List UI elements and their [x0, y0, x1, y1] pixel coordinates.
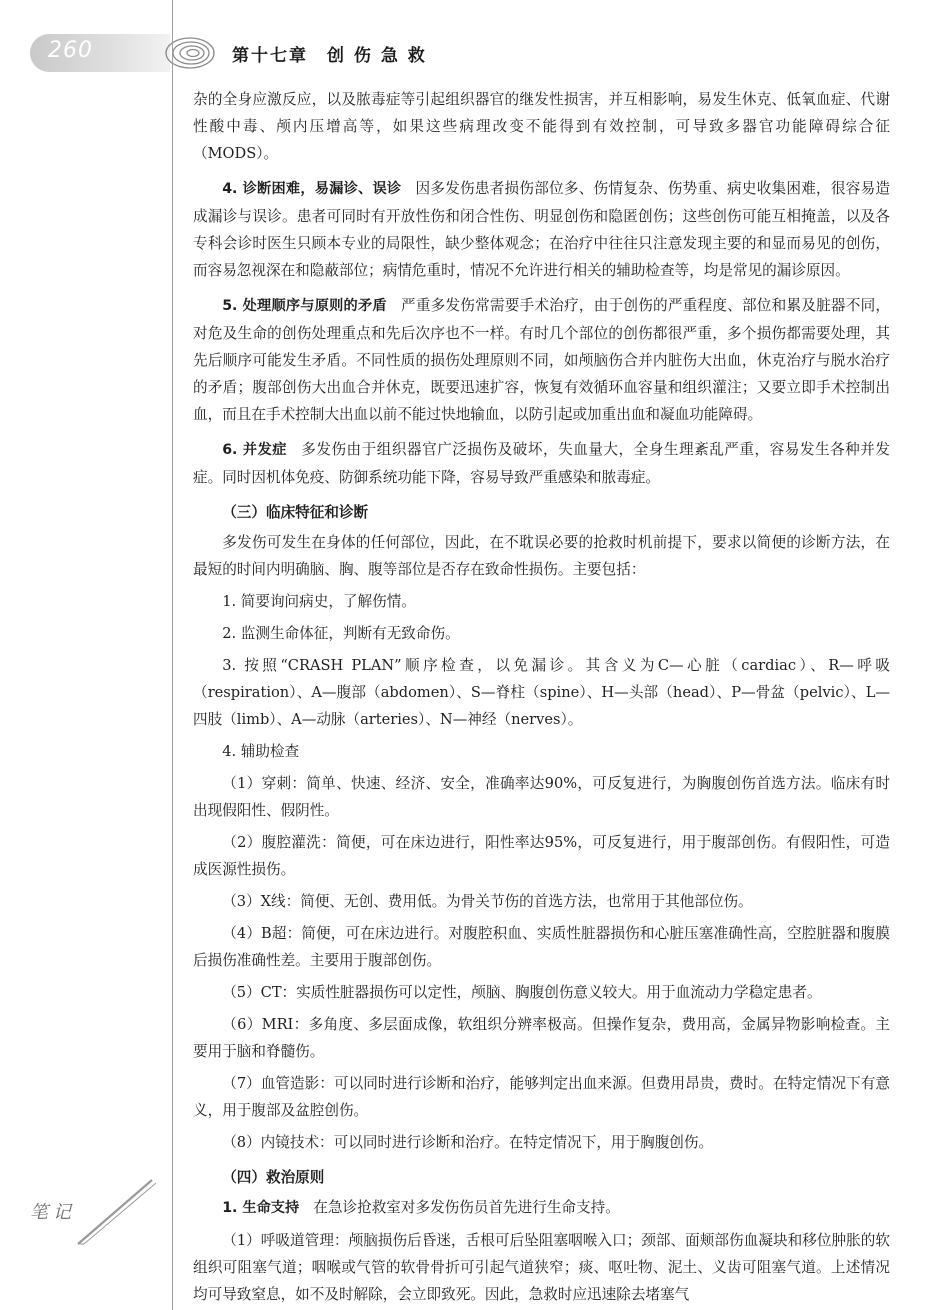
paragraph-text: 因多发伤患者损伤部位多、伤情复杂、伤势重、病史收集困难，很容易造成漏诊与误诊。患者可同时有开放性伤和闭合性伤、明显创伤和隐匿创伤；这些创伤可能互相掩盖，以及各专科会诊时医生只顾本专业的局限性，缺少整体观念；在治疗中往往只注意发现主要的和显而易见的创伤，而容易忽视深在和隐蔽部位；病情危重时，情况不允许进行相关的辅助检查等，均是常见的漏诊原因。 [193, 180, 890, 279]
paragraph-airway: （1）呼吸道管理：颅脑损伤后昏迷，舌根可后坠阻塞咽喉入口；颈部、面颊部伤血凝块和移位肿胀的软组织可阻塞气道；咽喉或气管的软骨骨折可引起气道狭窄；痰、呕吐物、泥土、义齿可阻塞气道。上述情况均可导致窒息，如不及时解除，会立即致死。因此，急救时应迅速除去堵塞气 [193, 1232, 890, 1303]
aux-exam-item: （3）X线：简便、无创、费用低。为骨关节伤的首选方法，也常用于其他部位伤。 [222, 893, 753, 910]
inline-heading-complications: 6. 并发症 [222, 442, 288, 458]
aux-exam-item: （8）内镜技术：可以同时进行诊断和治疗。在特定情况下，用于胸腹创伤。 [222, 1134, 714, 1151]
aux-exam-item: （6）MRI：多角度、多层面成像，软组织分辨率极高。但操作复杂，费用高，金属异物影响检查。主要用于脑和脊髓伤。 [193, 1016, 890, 1060]
list-item: 2. 监测生命体征，判断有无致命伤。 [222, 625, 460, 642]
inline-heading-diagnosis: 4. 诊断困难，易漏诊、误诊 [222, 181, 402, 197]
page-number: 260 [48, 38, 93, 63]
list-item: 1. 简要询问病史，了解伤情。 [222, 593, 416, 610]
paragraph-clinical-intro: 多发伤可发生在身体的任何部位，因此，在不耽误必要的抢救时机前提下，要求以简便的诊断方法，在最短的时间内明确脑、胸、腹等部位是否存在致命性损伤。主要包括： [193, 534, 890, 578]
margin-rule [172, 0, 173, 1310]
paragraph-intro-continuation: 杂的全身应激反应，以及脓毒症等引起组织器官的继发性损害，并互相影响，易发生休克、低氧血症、代谢性酸中毒、颅内压增高等，如果这些病理改变不能得到有效控制，可导致多器官功能障碍综合征（MODS）。 [193, 91, 890, 162]
aux-exam-item: （4）B超：简便，可在床边进行。对腹腔积血、实质性脏器损伤和心脏压塞准确性高，空腔脏器和腹膜后损伤准确性差。主要用于腹部创伤。 [193, 925, 890, 969]
section-heading-clinical: （三）临床特征和诊断 [222, 504, 369, 521]
paragraph-treatment-conflict [193, 292, 890, 428]
aux-exam-item: （2）腹腔灌洗：简便，可在床边进行，阳性率达95%，可反复进行，用于腹部创伤。有假阳性，可造成医源性损伤。 [193, 834, 890, 878]
pencil-icon [60, 1170, 160, 1250]
list-item: 4. 辅助检查 [222, 743, 300, 760]
section-heading-treatment: （四）救治原则 [222, 1169, 325, 1186]
swirl-icon [160, 30, 218, 76]
inline-heading-treatment: 5. 处理顺序与原则的矛盾 [222, 298, 387, 314]
inline-heading-life-support: 1. 生命支持 [222, 1200, 300, 1216]
aux-exam-item: （7）血管造影：可以同时进行诊断和治疗，能够判定出血来源。但费用昂贵，费时。在特定情况下有意义，用于腹部及盆腔创伤。 [193, 1075, 890, 1119]
paragraph-life-support [193, 1194, 890, 1222]
notes-label: 笔记 [30, 1202, 76, 1223]
paragraph-text: 多发伤由于组织器官广泛损伤及破坏，失血量大，全身生理紊乱严重，容易发生各种并发症。同时因机体免疫、防御系统功能下降，容易导致严重感染和脓毒症。 [193, 441, 891, 486]
paragraph-diagnosis-difficulty [193, 175, 890, 284]
aux-exam-item: （5）CT：实质性脏器损伤可以定性，颅脑、胸腹创伤意义较大。用于血流动力学稳定患者。 [222, 984, 822, 1001]
body-text [193, 86, 890, 1308]
paragraph-text: 在急诊抢救室对多发伤伤员首先进行生命支持。 [313, 1199, 620, 1216]
paragraph-complications [193, 436, 890, 491]
aux-exam-item: （1）穿刺：简单、快速、经济、安全，准确率达90%，可反复进行，为胸腹创伤首选方法。临床有时出现假阳性、假阴性。 [193, 775, 890, 819]
paragraph-text: 严重多发伤常需要手术治疗，由于创伤的严重程度、部位和累及脏器不同，对危及生命的创伤处理重点和先后次序也不一样。有时几个部位的创伤都很严重，多个损伤都需要处理，其先后顺序可能发生矛盾。不同性质的损伤处理原则不同，如颅脑伤合并内脏伤大出血，休克治疗与脱水治疗的矛盾；腹部创伤大出血合并休克，既要迅速扩容，恢复有效循环血容量和组织灌注；又要立即手术控制出血，而且在手术控制大出血以前不能过快地输血，以防引起或加重出血和凝血功能障碍。 [193, 297, 890, 423]
chapter-title: 第十七章 创 伤 急 救 [232, 46, 427, 66]
list-item: 3. 按照“CRASH PLAN”顺序检查，以免漏诊。其含义为C—心脏（cardiac）、R—呼吸（respiration）、A—腹部（abdomen）、S—脊柱（spine）、H—头部（head）、P—骨盆（pelvic）、L—四肢（limb）、A—动脉（arteries）、N—神经（nerves）。 [193, 657, 890, 728]
